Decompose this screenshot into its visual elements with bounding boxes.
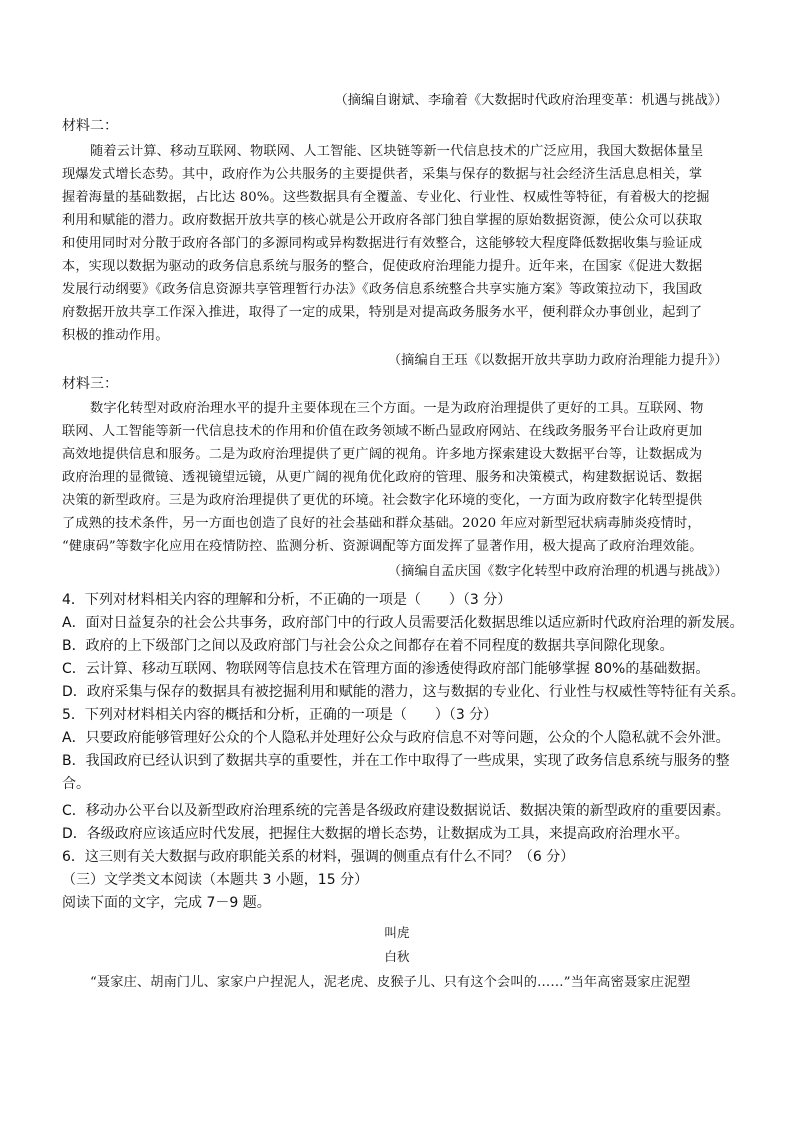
material-3-line-1: 数字化转型对政府治理水平的提升主要体现在三个方面。一是为政府治理提供了更好的工具。互联网、物 <box>90 401 704 416</box>
reading-instruction: 阅读下面的文字，完成 7－9 题。 <box>62 895 271 911</box>
source-citation-2: （摘编自王珏《以数据开放共享助力政府治理能力提升》） <box>387 353 728 368</box>
question-4-option-b: B．政府的上下级部门之间以及政府部门与社会公众之间都存在着不同程度的数据共享间隙化现象。 <box>62 638 674 654</box>
question-6: 6．这三则有关大数据与政府职能关系的材料，强调的侧重点有什么不同？（6 分） <box>62 849 575 865</box>
question-4-option-d: D．政府采集与保存的数据具有被挖掘利用和赋能的潜力，这与数据的专业化、行业性与权威性等特征有关系。 <box>62 684 745 700</box>
question-4-stem: 4．下列对材料相关内容的理解和分析，不正确的一项是（ ）（3 分） <box>62 592 512 608</box>
question-4-option-c: C．云计算、移动互联网、物联网等信息技术在管理方面的渗透使得政府部门能够掌握 80%的基础数据。 <box>62 661 710 677</box>
source-citation-1: （摘编自谢斌、李瑜着《大数据时代政府治理变革：机遇与挑战》） <box>334 93 728 108</box>
material-2-line-9: 积极的推动作用。 <box>62 328 169 343</box>
material-2-line-7: 发展行动纲要》《政务信息资源共享管理暂行办法》《政务信息系统整合共享实施方案》等政策拉动下，我国政 <box>62 282 703 297</box>
material-3-line-2: 联网、人工智能等新一代信息技术的作用和价值在政务领域不断凸显政府网站、在线政务服务平台让政府更加 <box>62 424 703 439</box>
question-5-option-c: C．移动办公平台以及新型政府治理系统的完善是各级政府建设数据说话、数据决策的新型政府的重要因素。 <box>62 803 730 819</box>
material-2-line-2: 现爆发式增长态势。其中，政府作为公共服务的主要提供者，采集与保存的数据与社会经济生活息息相关，掌 <box>62 167 703 182</box>
material-2-line-8: 府数据开放共享工作深入推进，取得了一定的成果，特别是对提高政务服务水平，便利群众办事创业，起到了 <box>62 305 703 320</box>
question-5-option-b-cont: 合。 <box>62 776 90 792</box>
story-title: 叫虎 <box>384 925 410 940</box>
question-5-option-b: B．我国政府已经认识到了数据共享的重要性，并在工作中取得了一些成果，实现了政务信息系统与服务的整 <box>62 753 730 769</box>
question-4-option-a: A．面对日益复杂的社会公共事务，政府部门中的行政人员需要活化数据思维以适应新时代政府治理的新发展。 <box>62 615 744 631</box>
material-2-line-5: 和使用同时对分散于政府各部门的多源同构或异构数据进行有效整合，这能够较大程度降低数据收集与验证成 <box>62 236 703 251</box>
material-2-line-1: 随着云计算、移动互联网、物联网、人工智能、区块链等新一代信息技术的广泛应用，我国大数据体量呈 <box>90 144 704 159</box>
material-3-line-5: 决策的新型政府。三是为政府治理提供了更优的环境。社会数字化环境的变化，一方面为政府数字化转型提供 <box>62 493 703 508</box>
material-2-line-3: 握着海量的基础数据，占比达 80%。这些数据具有全覆盖、专业化、行业性、权威性等特征，有着极大的挖掘 <box>62 190 710 205</box>
source-citation-3: （摘编自孟庆国《数字化转型中政府治理的机遇与挑战》） <box>387 564 728 579</box>
section-3-heading: （三）文学类文本阅读（本题共 3 小题，15 分） <box>62 872 369 888</box>
material-3-label: 材料三： <box>62 376 118 392</box>
material-3-line-3: 高效地提供信息和服务。二是为政府治理提供了更广阔的视角。许多地方探索建设大数据平台等，让数据成为 <box>62 447 703 462</box>
material-2-label: 材料二： <box>62 118 118 134</box>
material-2-line-4: 利用和赋能的潜力。政府数据开放共享的核心就是公开政府各部门独自掌握的原始数据资源，使公众可以获取 <box>62 213 703 228</box>
material-3-line-4: 政府治理的显微镜、透视镜望远镜，从更广阔的视角优化政府的管理、服务和决策模式，构建数据说话、数据 <box>62 470 703 485</box>
question-5-option-d: D．各级政府应该适应时代发展，把握住大数据的增长态势，让数据成为工具，来提高政府治理水平。 <box>62 826 689 842</box>
material-3-line-7: “健康码”等数字化应用在疫情防控、监测分析、资源调配等方面发挥了显著作用，极大提高了政府治理效能。 <box>62 539 703 554</box>
question-5-stem: 5．下列对材料相关内容的概括和分析，正确的一项是（ ）（3 分） <box>62 707 498 723</box>
question-5-option-a: A．只要政府能够管理好公众的个人隐私并处理好公众与政府信息不对等问题，公众的个人隐私就不会外泄。 <box>62 730 730 746</box>
material-3-line-6: 了成熟的技术条件，另一方面也创造了良好的社会基础和群众基础。2020 年应对新型冠状病毒肺炎疫情时， <box>62 516 701 531</box>
story-first-line: “聂家庄、胡南门儿、家家户户捏泥人，泥老虎、皮猴子儿、只有这个会叫的……”当年高密聂家庄泥塑 <box>90 975 691 990</box>
material-2-line-6: 本，实现以数据为驱动的政务信息系统与服务的整合，促使政府治理能力提升。近年来，在国家《促进大数据 <box>62 259 703 274</box>
story-author: 白秋 <box>384 949 410 964</box>
